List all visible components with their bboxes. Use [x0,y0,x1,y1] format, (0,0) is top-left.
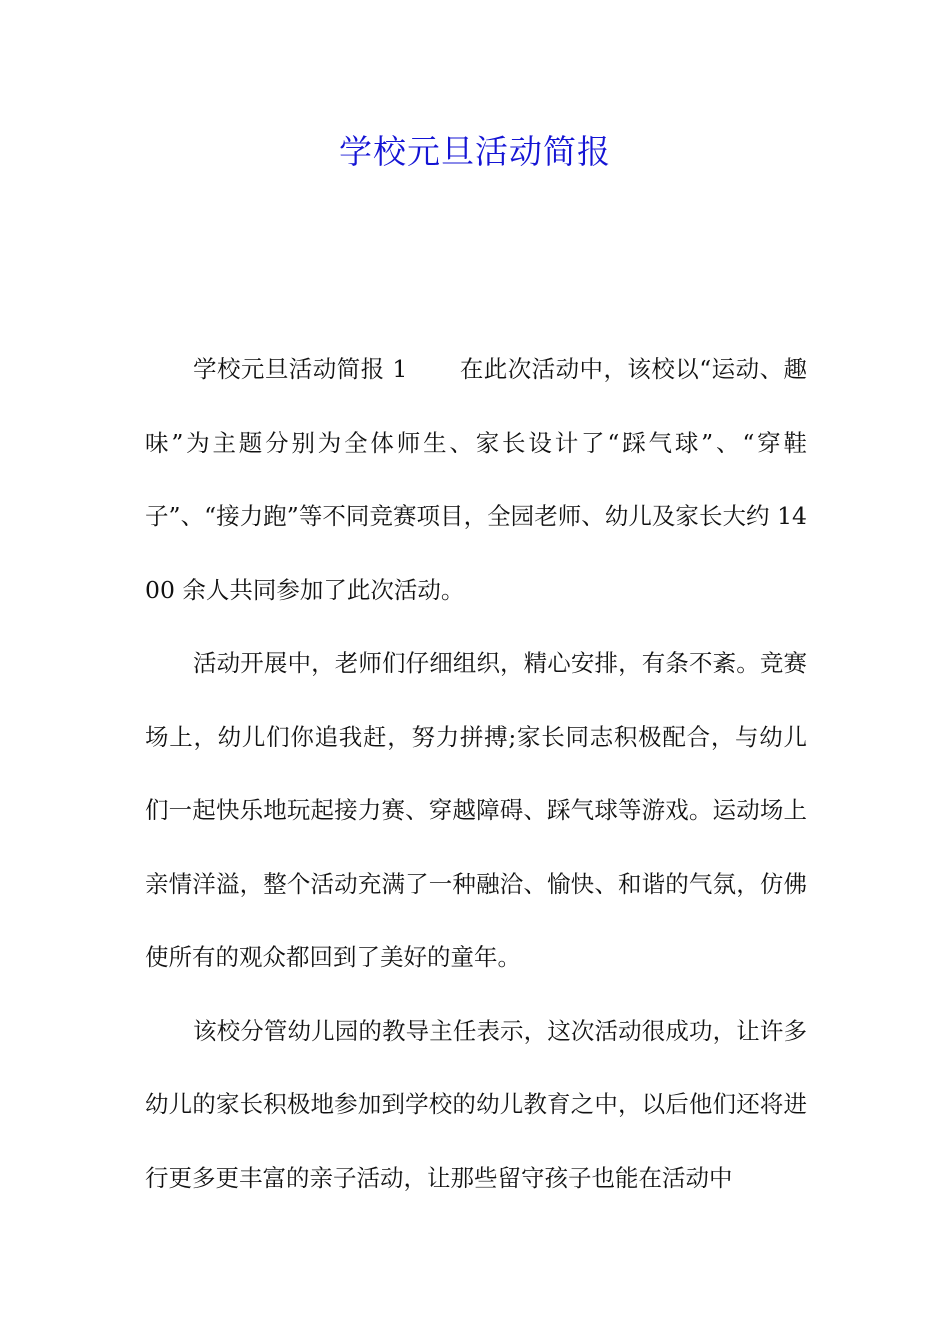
paragraph-3: 该校分管幼儿园的教导主任表示，这次活动很成功，让许多幼儿的家长积极地参加到学校的幼儿教育之中，以后他们还将进行更多更丰富的亲子活动，让那些留守孩子也能在活动中 [145,1016,807,1192]
paragraph-1 [145,333,807,627]
paragraph-1-text: 在此次活动中，该校以“运动、趣味”为主题分别为全体师生、家长设计了“踩气球”、“穿鞋子”、“接力跑”等不同竞赛项目，全园老师、幼儿及家长大约 1400 余人共同参加了此次活动。 [145,355,808,604]
document-title: 学校元旦活动简报 [339,132,611,171]
paragraph-1-lead: 学校元旦活动简报 1 [193,355,408,383]
document-body [145,333,807,1215]
paragraph-2: 活动开展中，老师们仔细组织，精心安排，有条不紊。竞赛场上，幼儿们你追我赶，努力拼搏;家长同志积极配合，与幼儿们一起快乐地玩起接力赛、穿越障碍、踩气球等游戏。运动场上亲情洋溢，整个活动充满了一种融洽、愉快、和谐的气氛，仿佛使所有的观众都回到了美好的童年。 [145,649,807,971]
